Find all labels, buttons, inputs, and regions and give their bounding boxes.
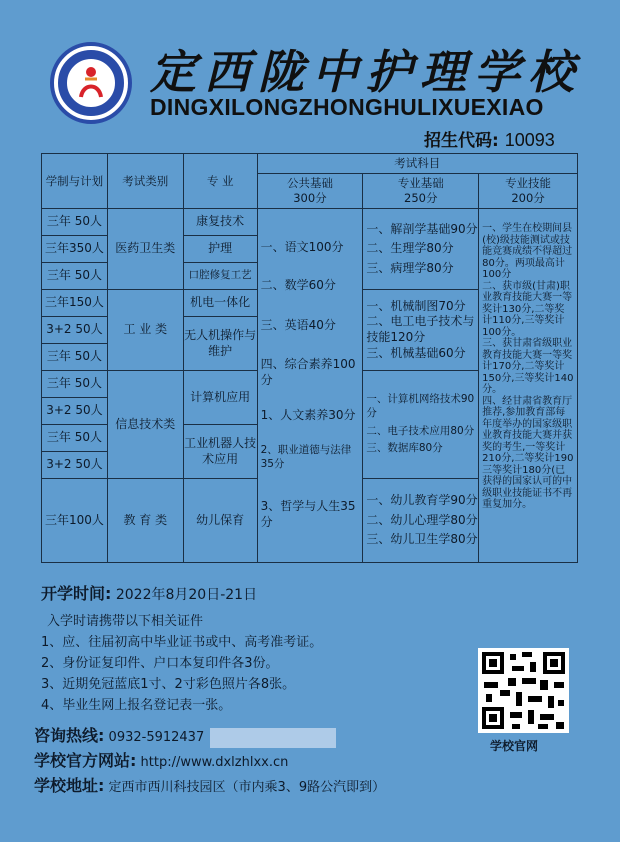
qr-code-icon bbox=[478, 648, 569, 733]
plan-cell: 三年 50人 bbox=[42, 263, 108, 290]
prof-industry-cell: 一、机械制图70分 二、电工电子技术与技能120分 三、机械基础60分 bbox=[363, 290, 479, 371]
address: 定西市西川科技园区（市内乘3、9路公汽即到） bbox=[108, 780, 386, 795]
redacted-box bbox=[210, 728, 336, 748]
plan-cell: 三年350人 bbox=[42, 236, 108, 263]
major-cell: 机电一体化 bbox=[183, 290, 257, 317]
category-cell: 信息技术类 bbox=[107, 371, 183, 479]
plan-cell: 三年150人 bbox=[42, 290, 108, 317]
qr-code[interactable] bbox=[478, 648, 569, 733]
plan-cell: 3+2 50人 bbox=[42, 398, 108, 425]
category-cell: 医药卫生类 bbox=[107, 209, 183, 290]
list-item: 2、身份证复印件、户口本复印件各3份。 bbox=[41, 656, 279, 671]
category-cell: 教 育 类 bbox=[107, 479, 183, 563]
plan-cell: 三年 50人 bbox=[42, 425, 108, 452]
website-link[interactable]: http://www.dxlzhlxx.cn bbox=[140, 755, 289, 770]
school-title-en: DINGXILONGZHONGHULIXUEXIAO bbox=[150, 94, 544, 120]
header-prof: 专业基础 250分 bbox=[363, 174, 479, 209]
header-skill: 专业技能 200分 bbox=[479, 174, 578, 209]
header-plan: 学制与计划 bbox=[42, 154, 108, 209]
qr-label: 学校官网 bbox=[490, 739, 539, 753]
major-cell: 口腔修复工艺 bbox=[183, 263, 257, 290]
list-item: 3、近期免冠蓝底1寸、2寸彩色照片各8张。 bbox=[41, 677, 296, 692]
header-public: 公共基础 300分 bbox=[257, 174, 363, 209]
list-item: 4、毕业生网上报名登记表一张。 bbox=[41, 698, 232, 713]
header-subjects: 考试科目 bbox=[257, 154, 577, 174]
major-cell: 工业机器人技术应用 bbox=[183, 425, 257, 479]
school-title-cn: 定西陇中护理学校 bbox=[150, 45, 582, 99]
plan-cell: 三年100人 bbox=[42, 479, 108, 563]
required-documents: 入学时请携带以下相关证件 1、应、往届初高中毕业证书或中、高考准考证。 2、身份证复印件、户口本复印件各3份。 3、近期免冠蓝底1寸、2寸彩色照片各8张。 4、毕业生网上报名登记表一张。 bbox=[41, 611, 322, 716]
school-logo bbox=[50, 42, 132, 124]
plan-cell: 三年 50人 bbox=[42, 371, 108, 398]
prof-it-cell: 一、计算机网络技术90分 二、电子技术应用80分 三、数据库80分 bbox=[363, 371, 479, 479]
enrollment-table bbox=[41, 153, 578, 563]
public-subjects-cell: 一、语文100分 二、数学60分 三、英语40分 四、综合素养100分 1、人文素养30分 2、职业道德与法律35分 3、哲学与人生35分 bbox=[257, 209, 363, 563]
plan-cell: 3+2 50人 bbox=[42, 452, 108, 479]
phone-number: 0932-5912437 bbox=[108, 730, 205, 745]
list-item: 1、应、往届初高中毕业证书或中、高考准考证。 bbox=[41, 635, 323, 650]
skill-cell: 一、学生在校期间县(校)级技能测试或技能竞赛成绩不得超过80分。两项最高计100分 二、获市级(甘肃)职业教育技能大赛一等奖计130分,二等奖计110分,三等奖计100分。 三、获甘肃省级职业教育技能大赛一等奖计170分,二等奖计150分,三等奖计140分。 四、经甘肃省教育厅推荐,参加教育部每年度举办的国家级职业教育技能大赛并获奖的考生,一等奖计210分,二等奖计190三等奖计180分(已获得的国家认可的中级职业技能证书不再重复加分。 bbox=[479, 209, 578, 563]
category-cell: 工 业 类 bbox=[107, 290, 183, 371]
major-cell: 幼儿保育 bbox=[183, 479, 257, 563]
major-cell: 护理 bbox=[183, 236, 257, 263]
prof-edu-cell: 一、幼儿教育学90分 二、幼儿心理学80分 三、幼儿卫生学80分 bbox=[363, 479, 479, 563]
header-major: 专 业 bbox=[183, 154, 257, 209]
major-cell: 无人机操作与维护 bbox=[183, 317, 257, 371]
plan-cell: 3+2 50人 bbox=[42, 317, 108, 344]
plan-cell: 三年 50人 bbox=[42, 344, 108, 371]
prof-medical-cell: 一、解剖学基础90分 二、生理学80分 三、病理学80分 bbox=[363, 209, 479, 290]
major-cell: 计算机应用 bbox=[183, 371, 257, 425]
contact-info: 咨询热线: 0932-5912437 学校官方网站: http://www.dxlzhlxx.cn 学校地址: 定西市西川科技园区（市内乘3、9路公汽即到） bbox=[34, 726, 386, 795]
enrollment-time: 开学时间: 2022年8月20日-21日 bbox=[41, 584, 258, 603]
enrollment-code: 招生代码: 10093 bbox=[424, 130, 555, 151]
major-cell: 康复技术 bbox=[183, 209, 257, 236]
plan-cell: 三年 50人 bbox=[42, 209, 108, 236]
header-category: 考试类别 bbox=[107, 154, 183, 209]
